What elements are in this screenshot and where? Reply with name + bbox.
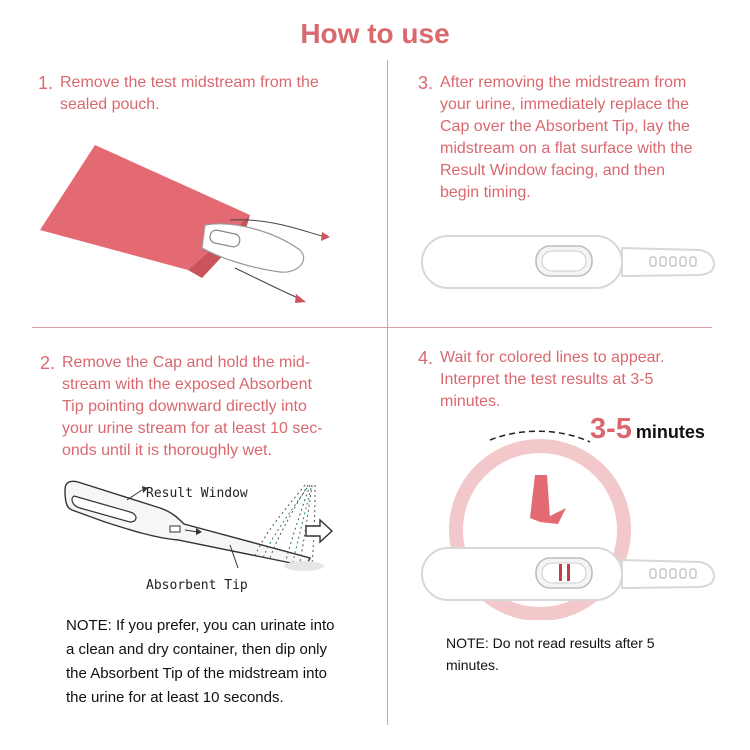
step-1-line: Remove the test midstream from the [60, 74, 319, 91]
note-right-line: minutes. [446, 657, 499, 673]
step-2-line: stream with the exposed Absorbent [62, 376, 312, 393]
step-3-line: midstream on a flat surface with the [440, 140, 693, 157]
step-3-number: 3. [418, 73, 434, 93]
step-3-line: Cap over the Absorbent Tip, lay the [440, 118, 690, 135]
note-right [446, 632, 655, 676]
step-3-line: After removing the midstream from [440, 74, 687, 91]
note-left-line: the Absorbent Tip of the midstream into [66, 665, 327, 682]
step-1 [38, 72, 319, 116]
note-left-line: a clean and dry container, then dip only [66, 641, 328, 658]
note-right-line: NOTE: Do not read results after 5 [446, 635, 655, 651]
timing-unit: minutes [635, 422, 705, 442]
horizontal-divider [32, 327, 712, 328]
timing-value: 3-5 [590, 413, 632, 445]
step-4 [418, 347, 664, 413]
result-window-label: Result Window [146, 486, 248, 501]
step-2-line: onds until it is thoroughly wet. [62, 442, 272, 459]
midstream-test-illustration [418, 228, 718, 298]
note-left [66, 614, 334, 710]
midstream-result-illustration [418, 540, 718, 610]
step-1-number: 1. [38, 73, 54, 93]
step-4-number: 4. [418, 348, 434, 368]
step-4-line: minutes. [440, 393, 501, 410]
step-2-line: Remove the Cap and hold the mid- [62, 354, 311, 371]
step-3-line: Result Window facing, and then [440, 162, 666, 179]
note-left-line: the urine for at least 10 seconds. [66, 689, 284, 706]
step-2-line: your urine stream for at least 10 sec- [62, 420, 323, 437]
vertical-divider [387, 60, 388, 725]
step-2-number: 2. [40, 353, 56, 373]
page-title: How to use [300, 18, 450, 49]
step-2 [40, 352, 323, 462]
timing-label [590, 413, 705, 446]
step-4-line: Wait for colored lines to appear. [440, 349, 665, 366]
step-1-line: sealed pouch. [60, 96, 160, 113]
note-left-line: NOTE: If you prefer, you can urinate into [66, 617, 335, 634]
absorbent-tip-label: Absorbent Tip [146, 578, 248, 593]
step-3-line: your urine, immediately replace the [440, 96, 690, 113]
step-2-line: Tip pointing downward directly into [62, 398, 307, 415]
step-3 [418, 72, 693, 204]
pouch-illustration [30, 140, 340, 310]
step-3-line: begin timing. [440, 184, 531, 201]
step-4-line: Interpret the test results at 3-5 [440, 371, 654, 388]
